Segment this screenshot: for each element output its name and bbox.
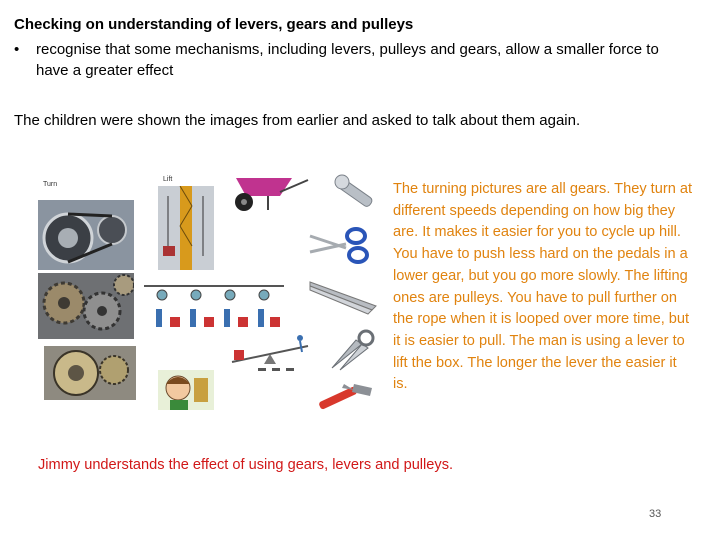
assessment-conclusion: Jimmy understands the effect of using gears, levers and pulleys. [38,457,454,473]
scissors-image [306,222,372,268]
clock-mechanism-image [44,346,136,400]
label-lift: Lift [163,176,173,183]
crane-image [158,186,214,270]
learning-objective-text: recognise that some mechanisms, including levers, pulleys and gears, allow a smaller force to have a greater effect [36,41,659,79]
tweezers-image [306,276,380,316]
slide-title: Checking on understanding of levers, gears and pulleys [14,16,414,33]
bullet-marker: • [14,41,20,58]
hammer-image [314,380,380,418]
lever-diagram-image [228,332,312,372]
learning-objective [14,39,674,81]
bike-gear-image [38,200,134,270]
boy-cartoon-image [158,370,214,410]
child-response-text: The turning pictures are all gears. They turn at different speeds depending on how big they are. It makes it easier for you to cycle up hill. You have to push less hard on the pedals in a lower gear, but you go more slowly. The lifting ones are pulleys. You have to pull further on the rope when it is looped over more time, but it is easier to pull. The man is using a lever to lift the box. The longer the lever the easier it is. [393,181,693,393]
gear-set-image [38,273,134,339]
bottle-opener-image [328,172,376,212]
intro-text: The children were shown the images from earlier and asked to talk about them again. [14,112,581,129]
label-turn: Turn [43,181,58,188]
pulley-diagram-image [144,283,284,331]
wheelbarrow-image [228,170,310,214]
page-number: 33 [649,508,662,520]
nutcracker-image [326,328,378,374]
